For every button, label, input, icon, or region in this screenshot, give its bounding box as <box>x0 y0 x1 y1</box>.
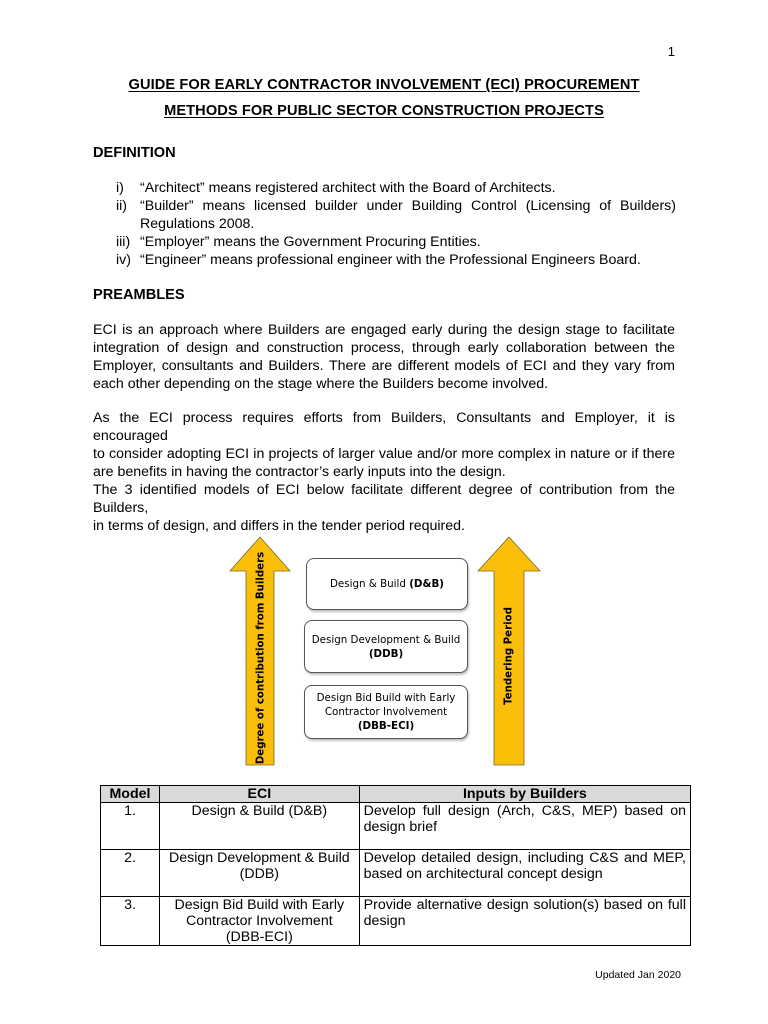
definition-item <box>116 179 676 197</box>
page-title-line-2: METHODS FOR PUBLIC SECTOR CONSTRUCTION PROJECTS <box>164 103 604 119</box>
cell-model: 1. <box>101 803 160 850</box>
definition-item <box>116 197 676 233</box>
contribution-arrow-label: Degree of contribution from Builders <box>255 551 267 765</box>
definition-item-text-line: Regulations 2008. <box>140 216 255 232</box>
diagram-box-line: Design Bid Build with Early <box>316 692 456 704</box>
definition-item <box>116 233 676 251</box>
paragraph-line: ECI is an approach where Builders are engaged early during the design stage to facilitate <box>93 322 675 338</box>
column-header-eci: ECI <box>159 786 359 803</box>
cell-line: Design Development & Build <box>169 850 350 866</box>
diagram-box-ddb <box>304 620 468 673</box>
diagram-box-line: Design Development & Build <box>311 633 461 646</box>
definition-list <box>116 179 676 269</box>
cell-line: (DBB-ECI) <box>225 929 293 945</box>
definition-item-text-line: “Builder” means licensed builder under Building Control (Licensing of Builders) <box>140 198 676 214</box>
paragraph-line: are benefits in having the contractor’s early inputs into the design. <box>93 464 506 480</box>
cell-line: Design & Build (D&B) <box>191 803 328 819</box>
paragraph-line: As the ECI process requires efforts from Builders, Consultants and Employer, it is encouraged <box>93 410 675 444</box>
diagram-box-abbrev: (D&B) <box>409 578 445 590</box>
definition-item <box>116 251 676 269</box>
eci-models-diagram <box>228 533 544 769</box>
definition-item-number: iii) <box>116 234 131 250</box>
cell-model: 3. <box>101 897 160 946</box>
table-row <box>101 803 691 850</box>
preambles-paragraph-2 <box>93 409 675 481</box>
definition-item-number: iv) <box>116 252 131 268</box>
cell-eci <box>159 850 359 897</box>
cell-model: 2. <box>101 850 160 897</box>
cell-inputs <box>359 897 690 946</box>
diagram-box-abbrev: (DBB-ECI) <box>357 720 415 732</box>
cell-line: (DDB) <box>239 866 280 882</box>
cell-eci <box>159 803 359 850</box>
diagram-box-text <box>330 577 444 591</box>
definition-heading: DEFINITION <box>93 145 176 161</box>
definition-item-text <box>140 197 676 233</box>
definition-item-number: ii) <box>116 198 128 214</box>
cell-line: Develop full design (Arch, C&S, MEP) based on <box>363 803 686 819</box>
paragraph-line: The 3 identified models of ECI below facilitate different degree of contribution from the Builders, <box>93 482 675 516</box>
footer-updated-date: Updated Jan 2020 <box>595 969 681 981</box>
cell-line: design <box>363 913 406 929</box>
preambles-paragraph-1 <box>93 321 675 393</box>
column-header-model: Model <box>101 786 160 803</box>
diagram-box-line: Design & Build <box>329 578 410 590</box>
paragraph-line: to consider adopting ECI in projects of larger value and/or more complex in nature or if there <box>93 446 675 462</box>
table-header-row <box>101 786 691 803</box>
tendering-arrow-label: Tendering Period <box>503 607 515 705</box>
cell-line: Provide alternative design solution(s) based on full <box>363 897 686 913</box>
paragraph-line: integration of design and construction process, through early collaboration between the <box>93 340 675 356</box>
cell-line: design brief <box>363 819 438 835</box>
cell-inputs <box>359 850 690 897</box>
preambles-heading: PREAMBLES <box>93 287 185 303</box>
cell-line: Design Bid Build with Early <box>174 897 345 913</box>
diagram-box-line: Contractor Involvement <box>324 706 448 718</box>
diagram-box-dnb <box>306 558 468 610</box>
page-number: 1 <box>667 44 675 59</box>
cell-line: based on architectural concept design <box>363 866 603 882</box>
paragraph-line: Employer, consultants and Builders. There are different models of ECI and they vary from <box>93 358 675 374</box>
cell-line: Contractor Involvement <box>185 913 333 929</box>
preambles-paragraph-3 <box>93 481 675 535</box>
cell-inputs <box>359 803 690 850</box>
cell-line: Develop detailed design, including C&S and MEP, <box>363 850 686 866</box>
diagram-box-dbb-eci <box>304 685 468 739</box>
eci-models-table <box>100 785 691 946</box>
definition-item-number: i) <box>116 180 124 196</box>
paragraph-line: in terms of design, and differs in the tender period required. <box>93 518 465 534</box>
definition-item-text: “Employer” means the Government Procuring Entities. <box>140 234 481 250</box>
definition-item-text: “Engineer” means professional engineer with the Professional Engineers Board. <box>140 252 641 268</box>
column-header-inputs: Inputs by Builders <box>359 786 690 803</box>
diagram-box-abbrev: (DDB) <box>368 647 404 660</box>
cell-eci <box>159 897 359 946</box>
table-row <box>101 897 691 946</box>
page-title-line-1: GUIDE FOR EARLY CONTRACTOR INVOLVEMENT (ECI) PROCUREMENT <box>128 77 640 93</box>
table-row <box>101 850 691 897</box>
paragraph-line: each other depending on the stage where the Builders become involved. <box>93 376 549 392</box>
definition-item-text: “Architect” means registered architect with the Board of Architects. <box>140 180 556 196</box>
